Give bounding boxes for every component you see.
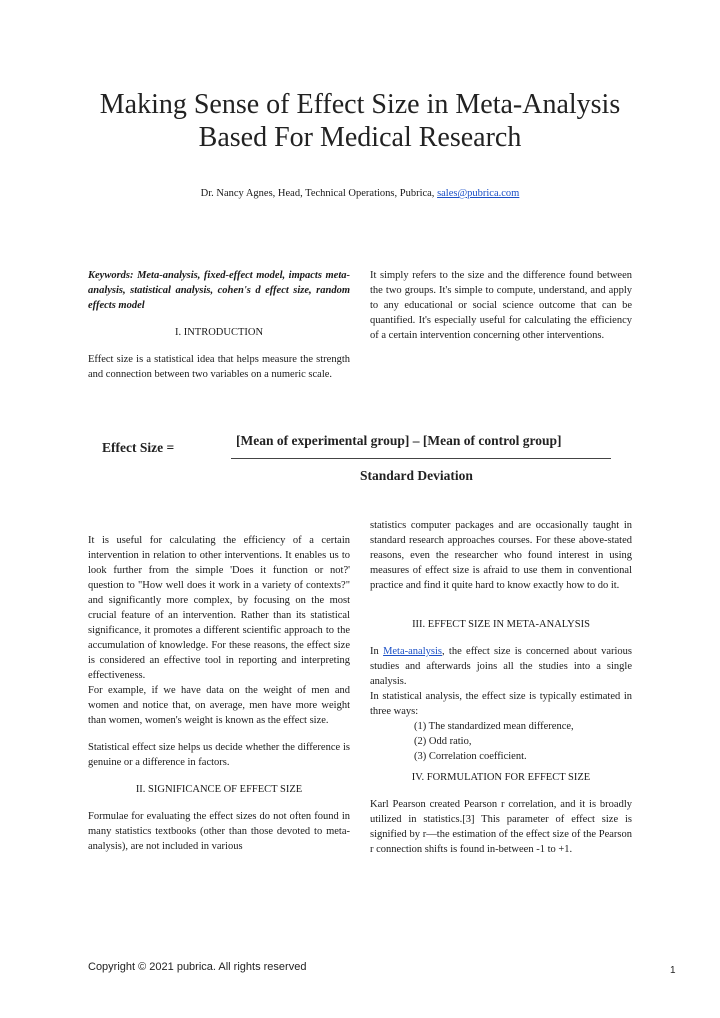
page-number: 1 (670, 965, 676, 976)
meta-analysis-heading: III. EFFECT SIZE IN META-ANALYSIS (412, 619, 590, 630)
estimation-paragraph: In statistical analysis, the effect size is typically estimated in three ways: (370, 691, 632, 717)
formulae-paragraph: Formulae for evaluating the effect sizes do not often found in many statistics textbooks (other than those devoted to meta-analysis), are not included in various (88, 811, 350, 852)
meta-analysis-link[interactable]: Meta-analysis (383, 646, 442, 657)
meta-analysis-paragraph (370, 644, 632, 689)
intro-paragraph: Effect size is a statistical idea that helps measure the strength and connection between two variables on a numeric scale. (88, 354, 350, 380)
formula-denominator: Standard Deviation (360, 468, 473, 483)
title-line-2: Based For Medical Research (198, 122, 522, 153)
packages-paragraph: statistics computer packages and are occasionally taught in standard research approaches courses. For these above-stated reasons, even the researcher who found interest in using measures of effect size is afraid to use them in conventional practice and find it quite hard to know exactly how to do it. (370, 520, 632, 591)
statistical-paragraph: Statistical effect size helps us decide whether the difference is genuine or a difference in factors. (88, 742, 350, 768)
right-column-top (370, 268, 632, 343)
document-title (60, 88, 660, 154)
author-text: Dr. Nancy Agnes, Head, Technical Operations, Pubrica, (200, 188, 438, 199)
meta-prefix: In (370, 646, 384, 657)
significance-heading: II. SIGNIFICANCE OF EFFECT SIZE (135, 784, 303, 795)
pearson-paragraph: Karl Pearson created Pearson r correlation, and it is broadly utilized in statistics.[3] This parameter of effect size is signified by r—the estimation of the effect size of the Pearson r connection shifts is found in-between -1 to +1. (370, 799, 632, 855)
intro-heading: I. INTRODUCTION (174, 327, 264, 338)
keywords-paragraph (88, 268, 350, 313)
left-column-top (88, 268, 350, 382)
meta-rest: , the effect size is concerned about various studies and afterwards joins all the studies into a single analysis. (370, 646, 633, 687)
efficiency-paragraph: It is useful for calculating the efficiency of a certain intervention in relation to other interventions. It enables us to look further from the simple 'Does it function or not?' question to "How well does it work in a variety of contexts?" and significantly more complex, by focusing on the most crucial feature of an intervention. Rather than its statistical significance, it promotes a different scientific approach to the accumulation of knowledge. For these reasons, the effect size is considered an effective tool in reporting and interpreting effectiveness. (88, 535, 350, 681)
formula-label: Effect Size = (102, 440, 175, 455)
list-item: (2) Odd ratio, (414, 736, 472, 747)
formulation-heading: IV. FORMULATION FOR EFFECT SIZE (411, 772, 591, 783)
right-column-bottom (370, 518, 632, 857)
author-email-link[interactable]: sales@pubrica.com (437, 188, 520, 199)
formula-fraction-bar (231, 458, 611, 459)
copyright-footer: Copyright © 2021 pubrica. All rights reserved (88, 961, 307, 973)
list-item: (3) Correlation coefficient. (414, 751, 527, 762)
list-item: (1) The standardized mean difference, (414, 721, 574, 732)
keywords-text: Meta-analysis, fixed-effect model, impacts meta-analysis, statistical analysis, cohen's d effect size, random effects model (88, 270, 350, 311)
title-line-1: Making Sense of Effect Size in Meta-Analysis (99, 89, 621, 120)
author-line (60, 188, 660, 199)
example-paragraph: For example, if we have data on the weight of men and women and notice that, on average, men have more weight than women, women's weight is known as the effect size. (88, 685, 350, 726)
keywords-label: Keywords: (88, 270, 134, 281)
formula-numerator: [Mean of experimental group] – [Mean of control group] (236, 433, 562, 448)
right-top-paragraph: It simply refers to the size and the difference found between the two groups. It's simple to compute, understand, and apply to any educational or social science outcome that can be quantified. It's especially useful for calculating the efficiency of a certain intervention concerning other interventions. (370, 270, 632, 341)
left-column-bottom (88, 533, 350, 854)
